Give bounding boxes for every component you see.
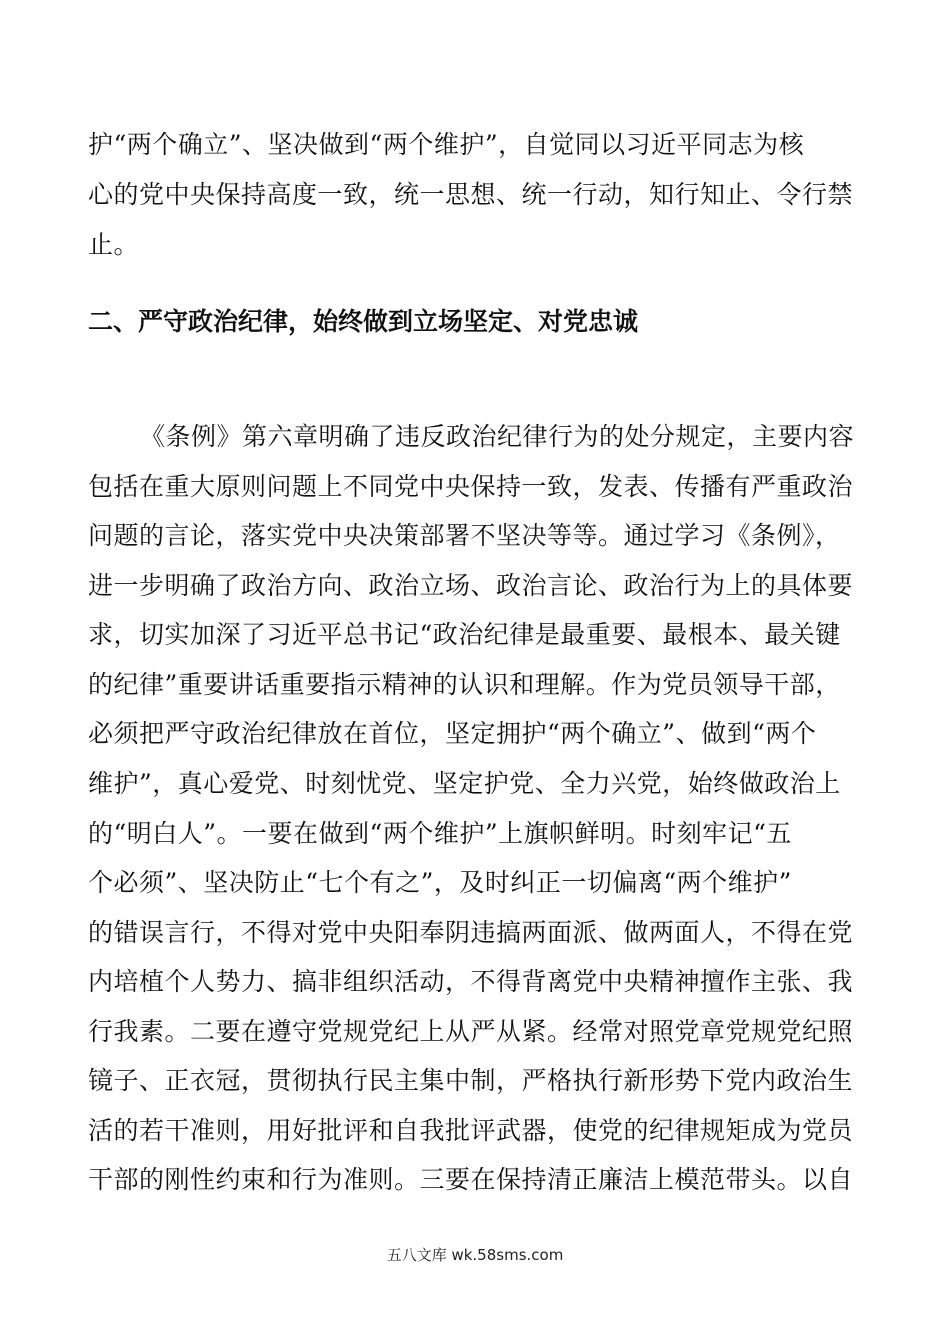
body-line-13: 行我素。二要在遵守党规党纪上从严从紧。经常对照党章党规党纪照 — [88, 1017, 854, 1046]
body-line-6: 的纪律”重要讲话重要指示精神的认识和理解。作为党员领导干部， — [88, 670, 841, 699]
body-line-12: 内培植个人势力、搞非组织活动，不得背离党中央精神擅作主张、我 — [88, 967, 854, 996]
body-line-2: 包括在重大原则问题上不同党中央保持一致，发表、传播有严重政治 — [88, 472, 854, 501]
body-line-8: 维护”，真心爱党、时刻忧党、坚定护党、全力兴党，始终做政治上 — [88, 769, 841, 798]
body-line-14: 镜子、正衣冠，贯彻执行民主集中制，严格执行新形势下党内政治生 — [88, 1066, 854, 1095]
section-heading: 二、严守政治纪律，始终做到立场坚定、对党忠诚 — [88, 307, 639, 336]
intro-line-2: 心的党中央保持高度一致，统一思想、统一行动，知行知止、令行禁 — [88, 180, 854, 209]
body-line-4: 进一步明确了政治方向、政治立场、政治言论、政治行为上的具体要 — [88, 571, 854, 600]
footer-watermark: 五八文库 wk.58sms.com — [386, 1246, 564, 1264]
body-line-3: 问题的言论，落实党中央决策部署不坚决等等。通过学习《条例》， — [88, 521, 841, 550]
intro-line-1: 护“两个确立”、坚决做到“两个维护”，自觉同以习近平同志为核 — [88, 130, 805, 159]
intro-line-3: 止。 — [88, 230, 140, 259]
body-line-11: 的错误言行，不得对党中央阳奉阴违搞两面派、做两面人，不得在党 — [88, 918, 854, 947]
body-line-7: 必须把严守政治纪律放在首位，坚定拥护“两个确立”、做到“两个 — [88, 719, 817, 748]
body-line-5: 求，切实加深了习近平总书记“政治纪律是最重要、最根本、最关键 — [88, 620, 841, 649]
body-line-1: 《条例》第六章明确了违反政治纪律行为的处分规定，主要内容 — [140, 422, 855, 451]
body-line-16: 干部的刚性约束和行为准则。三要在保持清正廉洁上模范带头。以自 — [88, 1165, 854, 1194]
body-line-15: 活的若干准则，用好批评和自我批评武器，使党的纪律规矩成为党员 — [88, 1116, 854, 1145]
body-line-9: 的“明白人”。一要在做到“两个维护”上旗帜鲜明。时刻牢记“五 — [88, 819, 792, 848]
body-line-10: 个必须”、坚决防止“七个有之”，及时纠正一切偏离“两个维护” — [88, 868, 792, 897]
